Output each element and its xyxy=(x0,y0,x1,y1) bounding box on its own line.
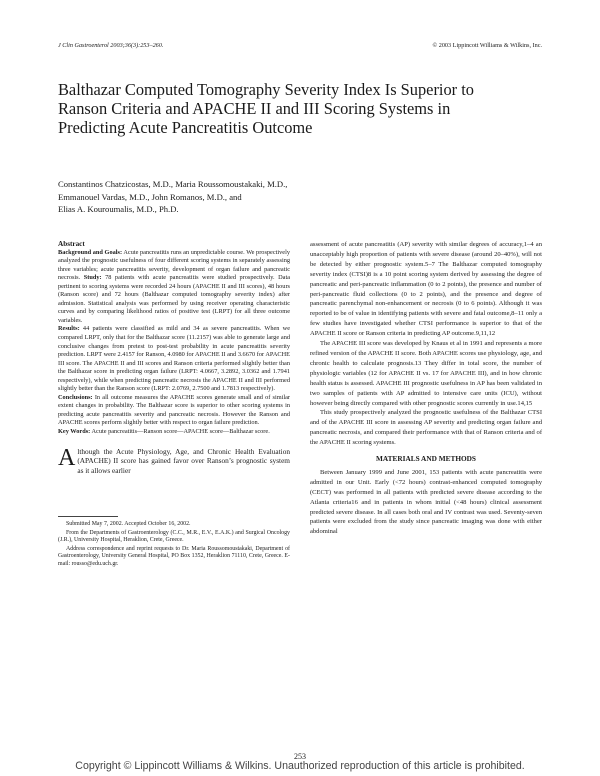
abstract-body xyxy=(58,249,290,326)
abstract-conclusions xyxy=(58,394,290,428)
author-line: Constantinos Chatzicostas, M.D., Maria Roussomoustakaki, M.D., xyxy=(58,179,288,189)
drop-cap: A xyxy=(58,444,76,471)
copyright-notice: Copyright © Lippincott Williams & Wilkins. Unauthorized reproduction of this article is prohibited. xyxy=(75,760,525,772)
left-column xyxy=(58,240,290,570)
footnote-departments: From the Departments of Gastroenterology (C.C., M.R., E.V., E.A.K.) and Surgical Oncology (J.R.), University Hospital, Heraklion, Crete, Greece. xyxy=(58,529,290,544)
keywords-text: Acute pancreatitis—Ranson score—APACHE score—Balthazar score. xyxy=(90,428,270,436)
page-number: 253 xyxy=(294,752,306,761)
footnote-submitted: Submitted May 7, 2002. Accepted October 16, 2002. xyxy=(66,520,191,527)
footnote-correspondence: Address correspondence and reprint requests to Dr. Maria Roussomoustakaki, Department of Gastroenterology, University General Hospital, PO Box 1352, Heraklion 71110, Crete, Greece. E-mail: rousso@edu.uch.gr. xyxy=(58,545,290,567)
right-column xyxy=(310,240,542,537)
article-title: Balthazar Computed Tomography Severity Index Is Superior to Ranson Criteria and APACHE II and III Scoring Systems in Predicting Acute Pancreatitis Outcome xyxy=(58,80,474,138)
abstract-section xyxy=(58,240,290,437)
background-text: Acute pancreatitis runs an unpredictable course. We prospectively analyzed the prognostic usefulness of four different scoring systems in separately assessing three variables; acute pancreatitis severity, development of organ failure and pancreatic necrosis. xyxy=(58,248,290,282)
abstract-heading: Abstract xyxy=(58,240,85,248)
background-label: Background and Goals: xyxy=(58,248,123,256)
body-paragraph: The APACHE III score was developed by Knaus et al in 1991 and represents a more refined version of the APACHE II score. Both APACHE scores use physiology, age, and chronic health to calculate prognosis.13 They differ in total score, the number of physiologic variables (12 for APACHE II vs. 17 for APACHE III), and in how chronic health status is assessed. APACHE III prognostic usefulness in AP has been validated in two samples of patients with AP admitted to intensive care units (ICU), without however being directly compared with other prognostic scores currently in use.14,15 xyxy=(310,340,542,407)
abstract-results xyxy=(58,325,290,393)
author-list xyxy=(58,178,488,216)
publisher-copyright: © 2003 Lippincott Williams & Wilkins, Inc. xyxy=(432,42,542,49)
keywords-label: Key Words: xyxy=(58,428,91,436)
conclusions-label: Conclusions: xyxy=(58,393,93,401)
abstract-keywords xyxy=(58,428,290,437)
intro-paragraph xyxy=(58,444,290,476)
intro-text: lthough the Acute Physiology, Age, and Chronic Health Evaluation (APACHE) II score has gained favor over Ranson’s prognostic system as it allows earlier xyxy=(77,446,290,476)
body-paragraph: Between January 1999 and June 2001, 153 patients with acute pancreatitis were admitted in our Unit. Early (<72 hours) contrast-enhanced computed tomography (CECT) was performed in all patients with predicted severe disease according to the Atlanta criteria16 and in patients in whom initial (<48 hours) clinical assessment predicted severe disease. In all cases both oral and IV contrast was used. Seventy-seven patients were excluded from the study since pancreatic imaging was done with either abdominal xyxy=(310,468,542,536)
section-heading: MATERIALS AND METHODS xyxy=(375,454,476,464)
conclusions-text: In all outcome measures the APACHE scores generate small and of similar extent changes in probability. The Balthazar score is superior to other scoring systems in predicting acute pancreatitis severity and pancreatic necrosis. However the Ranson and APACHE scores perform slightly better with respect to organ failure prediction. xyxy=(58,393,290,427)
footnotes xyxy=(58,521,290,569)
study-text: 78 patients with acute pancreatitis were studied prospectively. Data pertinent to scoring systems were recorded 24 hours (APACHE II and III scores), 48 hours (Ranson score) and 72 hours (Balthazar computed tomography severity index) after admission. Statistical analysis was performed by using receiver operating characteristic curves and by comparing likelihood ratios of positive test (LRPT) for all three outcome variables. xyxy=(58,274,290,324)
journal-citation: J Clin Gastroenterol 2003;36(3):253–260. xyxy=(58,42,164,49)
results-label: Results: xyxy=(58,325,80,333)
author-line: Elias A. Kouroumalis, M.D., Ph.D. xyxy=(58,204,179,214)
study-label: Study: xyxy=(80,274,102,282)
body-paragraph: This study prospectively analyzed the prognostic usefulness of the Balthazar CTSI and of the APACHE III score in assessing AP severity and predicting organ failure and pancreatic necrosis, and compared their performance with that of Ranson criteria and of the APACHE II scoring systems. xyxy=(310,409,542,447)
results-text: 44 patients were classified as mild and 34 as severe pancreatitis. When we compared LRPT, only that for the Balthazar score (11.2157) was able to generate large and conclusive changes from pretest to post-test probability in acute pancreatitis severity prediction. LRPT were 2.4157 for Ranson, 4.0980 for APACHE II and 3.6670 for APACHE III score. The APACHE II and III scores and Ranson criteria performed slightly better than the Balthazar score in predicting organ failure (LRPT: 4.0667, 3.2892, 3.0362 and 1.7941 respectively), while when predicting pancreatic necrosis the APACHE II and III performed slightly better than the Ranson score (LRPT: 2.0769, 2.7500 and 1.7813 respectively). xyxy=(58,325,290,393)
body-paragraph: assessment of acute pancreatitis (AP) severity with similar degrees of accuracy,1–4 an unacceptably high proportion of patients with severe disease (around 20–40%), will not be detected by either prognostic system.5–7 The Balthazar computed tomography severity index (CTSI)8 is a 10 point scoring system derived by assessing the degree of pancreatic and peri-pancreatic inflammation (0 to 2 points), the presence and number of peri-pancreatic fluid collections (0 to 2 points), and the presence and degree of pancreatic parenchymal non-enhancement or necrosis (0 to 6 points). Although it was reported to be of value in identifying patients with severe and fatal outcome,8–11 only a few studies have investigated whether CTSI performance is superior to that of the APACHE II score or Ranson criteria in predicting AP outcome.9,11,12 xyxy=(310,241,542,338)
footnote-divider xyxy=(58,516,118,517)
author-line: Emmanouel Vardas, M.D., John Romanos, M.D., and xyxy=(58,191,242,202)
